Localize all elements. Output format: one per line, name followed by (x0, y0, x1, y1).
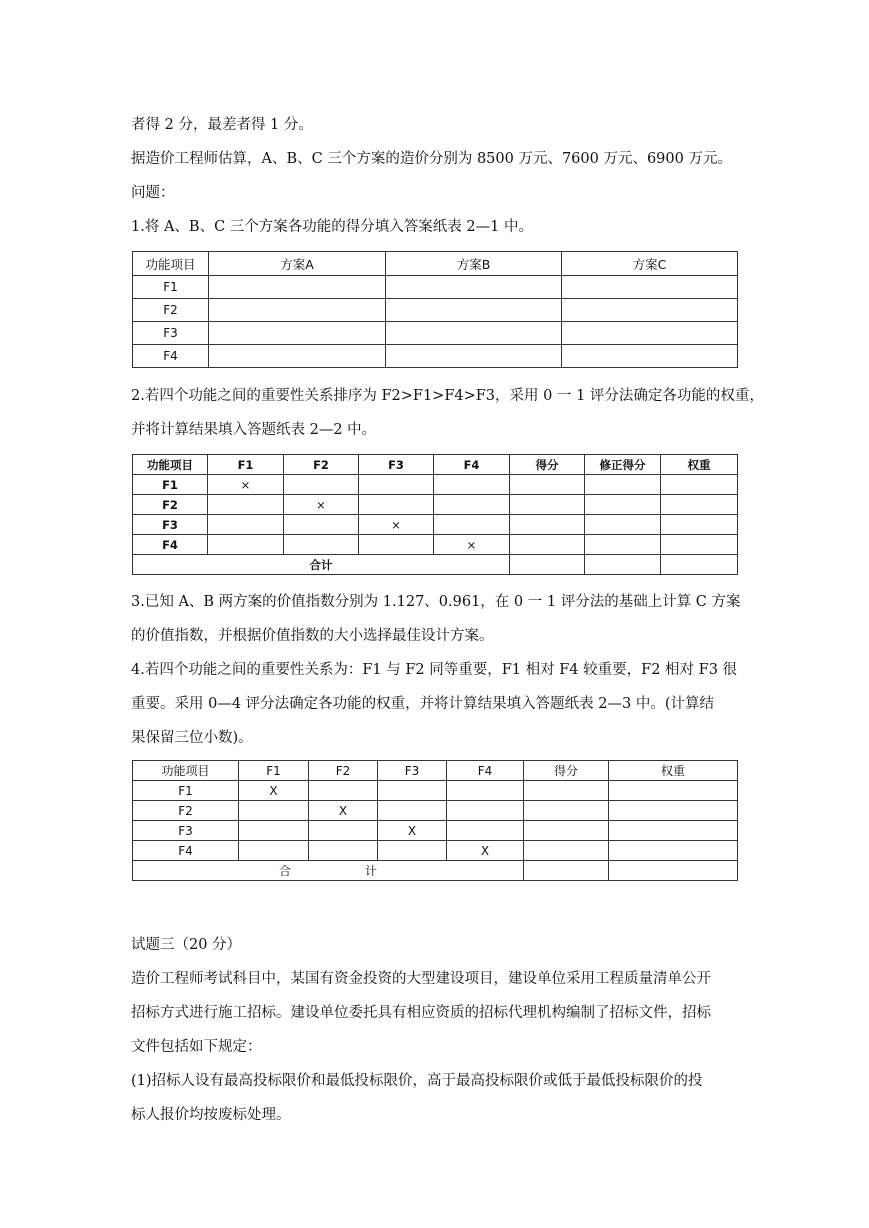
table-row (133, 345, 738, 368)
section-3-title: 试题三（20 分） (131, 937, 242, 953)
table-2-3 (132, 760, 738, 881)
table-row (133, 841, 738, 861)
diagonal-mark: × (284, 495, 359, 515)
answer-cell (209, 322, 386, 345)
table-2-1 (132, 251, 738, 368)
table-row (133, 299, 738, 322)
table-row (133, 801, 738, 821)
total-row (133, 555, 738, 575)
table2-header: F4 (434, 455, 510, 475)
diagonal-mark: × (434, 535, 510, 555)
question-4-line-3: 果保留三位小数)。 (131, 730, 253, 746)
question-3-line-1: 3.已知 A、B 两方案的价值指数分别为 1.127、0.961，在 0 一 1 评分法的基础上计算 C 方案 (131, 594, 741, 610)
answer-cell (562, 276, 738, 299)
table3-header: F4 (447, 761, 524, 781)
question-1: 1.将 A、B、C 三个方案各功能的得分填入答案纸表 2—1 中。 (131, 219, 533, 235)
answer-cell (209, 345, 386, 368)
section-3-line-2: 招标方式进行施工招标。建设单位委托具有相应资质的招标代理机构编制了招标文件，招标 (131, 1005, 711, 1021)
section-3-line-3: 文件包括如下规定： (131, 1039, 262, 1055)
table3-header: F2 (309, 761, 378, 781)
answer-cell (386, 322, 562, 345)
answer-cell (386, 276, 562, 299)
section-3-item-1-line-2: 标人报价均按废标处理。 (131, 1107, 291, 1123)
answer-cell (562, 322, 738, 345)
questions-heading: 问题： (131, 185, 175, 201)
diagonal-mark: × (208, 475, 284, 495)
table-row (133, 535, 738, 555)
total-label (133, 861, 524, 881)
diagonal-mark: X (378, 821, 447, 841)
table-row (133, 475, 738, 495)
table1-header: 方案C (562, 252, 738, 276)
row-label: F4 (133, 345, 209, 368)
table3-header: 得分 (524, 761, 609, 781)
table3-header: 权重 (609, 761, 738, 781)
total-label-ji: 计 (365, 864, 378, 878)
table-row (133, 515, 738, 535)
answer-cell (386, 345, 562, 368)
table1-header: 方案B (386, 252, 562, 276)
question-3-line-2: 的价值指数，并根据价值指数的大小选择最佳设计方案。 (131, 628, 494, 644)
total-label-he: 合 (278, 864, 291, 878)
table1-header: 功能项目 (133, 252, 209, 276)
table2-header: 得分 (510, 455, 585, 475)
table2-header: F1 (208, 455, 284, 475)
row-label: F4 (133, 841, 239, 861)
row-label: F4 (133, 535, 208, 555)
table-2-2 (132, 454, 738, 575)
table2-header: F2 (284, 455, 359, 475)
answer-cell (562, 345, 738, 368)
question-4-line-2: 重要。采用 0—4 评分法确定各功能的权重，并将计算结果填入答题纸表 2—3 中。(计算结 (131, 696, 714, 712)
table2-header: 功能项目 (133, 455, 208, 475)
table-row (133, 322, 738, 345)
table3-header: 功能项目 (133, 761, 239, 781)
question-4-line-1: 4.若四个功能之间的重要性关系为：F1 与 F2 同等重要，F1 相对 F4 较重要，F2 相对 F3 很 (131, 662, 738, 678)
diagonal-mark: X (239, 781, 309, 801)
table2-header: F3 (359, 455, 434, 475)
table1-header: 方案A (209, 252, 386, 276)
row-label: F1 (133, 276, 209, 299)
table-row (133, 276, 738, 299)
diagonal-mark: X (309, 801, 378, 821)
table2-header: 权重 (661, 455, 738, 475)
diagonal-mark: × (359, 515, 434, 535)
table-row (133, 781, 738, 801)
paragraph-cost-estimate: 据造价工程师估算，A、B、C 三个方案的造价分别为 8500 万元、7600 万元、6900 万元。 (131, 151, 732, 167)
row-label: F1 (133, 781, 239, 801)
answer-cell (386, 299, 562, 322)
row-label: F3 (133, 322, 209, 345)
question-2-line-1: 2.若四个功能之间的重要性关系排序为 F2>F1>F4>F3，采用 0 一 1 评分法确定各功能的权重， (131, 388, 764, 404)
total-row (133, 861, 738, 881)
question-2-line-2: 并将计算结果填入答题纸表 2—2 中。 (131, 422, 377, 438)
total-label: 合计 (133, 555, 510, 575)
row-label: F2 (133, 299, 209, 322)
section-3-item-1-line-1: (1)招标人设有最高投标限价和最低投标限价，高于最高投标限价或低于最低投标限价的投 (131, 1073, 703, 1089)
row-label: F3 (133, 821, 239, 841)
row-label: F3 (133, 515, 208, 535)
table3-header: F1 (239, 761, 309, 781)
table2-header: 修正得分 (585, 455, 661, 475)
diagonal-mark: X (447, 841, 524, 861)
answer-cell (209, 299, 386, 322)
table-row (133, 821, 738, 841)
row-label: F2 (133, 495, 208, 515)
table-row (133, 495, 738, 515)
row-label: F2 (133, 801, 239, 821)
answer-cell (209, 276, 386, 299)
paragraph-scoring-note: 者得 2 分，最差者得 1 分。 (131, 117, 313, 133)
section-3-line-1: 造价工程师考试科目中，某国有资金投资的大型建设项目，建设单位采用工程质量清单公开 (131, 971, 711, 987)
row-label: F1 (133, 475, 208, 495)
table3-header: F3 (378, 761, 447, 781)
answer-cell (562, 299, 738, 322)
